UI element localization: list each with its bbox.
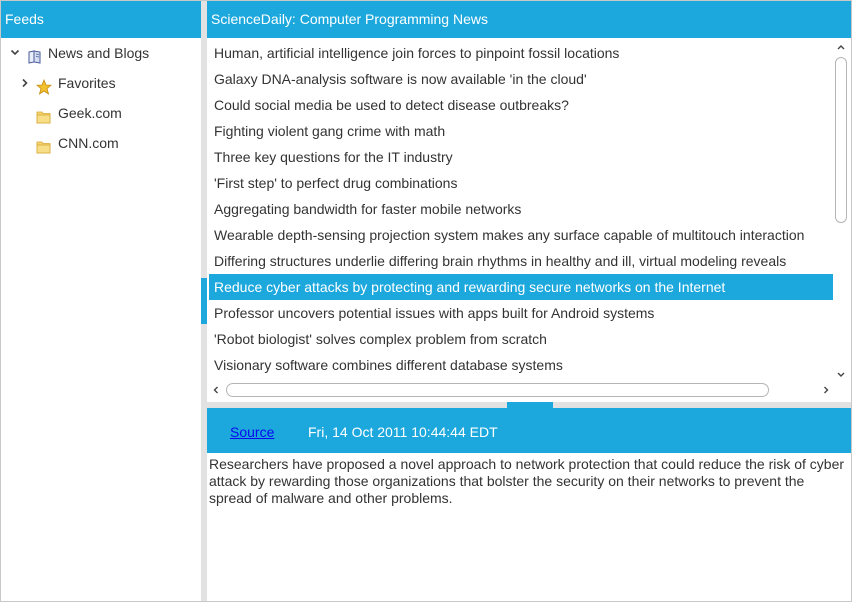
feed-item[interactable]: Professor uncovers potential issues with apps built for Android systems [214, 305, 655, 321]
feed-item[interactable]: Wearable depth-sensing projection system makes any surface capable of multitouch interaction [214, 227, 805, 243]
article-summary: Researchers have proposed a novel approach to network protection that could reduce the risk of cyber attack by rewarding those organizations that bolster the security on their networks to prevent the spread of malware and other problems. [209, 456, 845, 506]
source-link[interactable]: Source [230, 424, 275, 440]
vertical-scrollbar[interactable] [833, 40, 849, 382]
tree-item-label: News and Blogs [48, 45, 150, 61]
feed-items-list [207, 38, 851, 402]
tree-item-label: Favorites [58, 75, 116, 91]
vertical-scroll-thumb[interactable] [835, 57, 847, 223]
article-date: Fri, 14 Oct 2011 10:44:44 EDT [308, 424, 498, 440]
feed-item[interactable]: Three key questions for the IT industry [214, 149, 453, 165]
feeds-header: Feeds [1, 1, 201, 38]
book-icon [27, 45, 43, 61]
tree-item-label: Geek.com [58, 105, 122, 121]
feeds-pane [1, 1, 201, 601]
horizontal-scrollbar[interactable] [209, 381, 833, 399]
chevron-down-icon[interactable] [833, 368, 849, 382]
feed-title: ScienceDaily: Computer Programming News [207, 1, 851, 38]
feed-item[interactable]: 'Robot biologist' solves complex problem from scratch [214, 331, 547, 347]
star-icon [36, 75, 52, 91]
chevron-right-icon[interactable] [819, 381, 833, 399]
tree-item-favorites[interactable] [1, 68, 201, 98]
feed-item[interactable]: Visionary software combines different database systems [214, 357, 563, 373]
chevron-left-icon[interactable] [209, 381, 223, 399]
feed-item[interactable]: 'First step' to perfect drug combinations [214, 175, 458, 191]
article-header [207, 408, 851, 453]
feed-item[interactable]: Aggregating bandwidth for faster mobile networks [214, 201, 522, 217]
tree-item-label: CNN.com [58, 135, 119, 151]
feed-item[interactable]: Differing structures underlie differing brain rhythms in healthy and ill, virtual modeling reveals [214, 253, 787, 269]
folder-icon [36, 105, 52, 121]
tree-item-geek[interactable] [1, 98, 201, 128]
chevron-up-icon[interactable] [833, 40, 849, 54]
feed-item[interactable]: Fighting violent gang crime with math [214, 123, 446, 139]
horizontal-scroll-thumb[interactable] [226, 383, 769, 397]
feeds-tree [1, 38, 201, 158]
tree-item-news-and-blogs[interactable] [1, 38, 201, 68]
feed-item[interactable]: Could social media be used to detect disease outbreaks? [214, 97, 569, 113]
feed-pane [207, 1, 851, 601]
tree-item-cnn[interactable] [1, 128, 201, 158]
feed-item[interactable]: Galaxy DNA-analysis software is now available 'in the cloud' [214, 71, 587, 87]
feed-item[interactable]: Human, artificial intelligence join forces to pinpoint fossil locations [214, 45, 620, 61]
feed-items [209, 40, 833, 378]
feed-item[interactable]: Reduce cyber attacks by protecting and rewarding secure networks on the Internet [209, 274, 833, 300]
folder-icon [36, 135, 52, 151]
